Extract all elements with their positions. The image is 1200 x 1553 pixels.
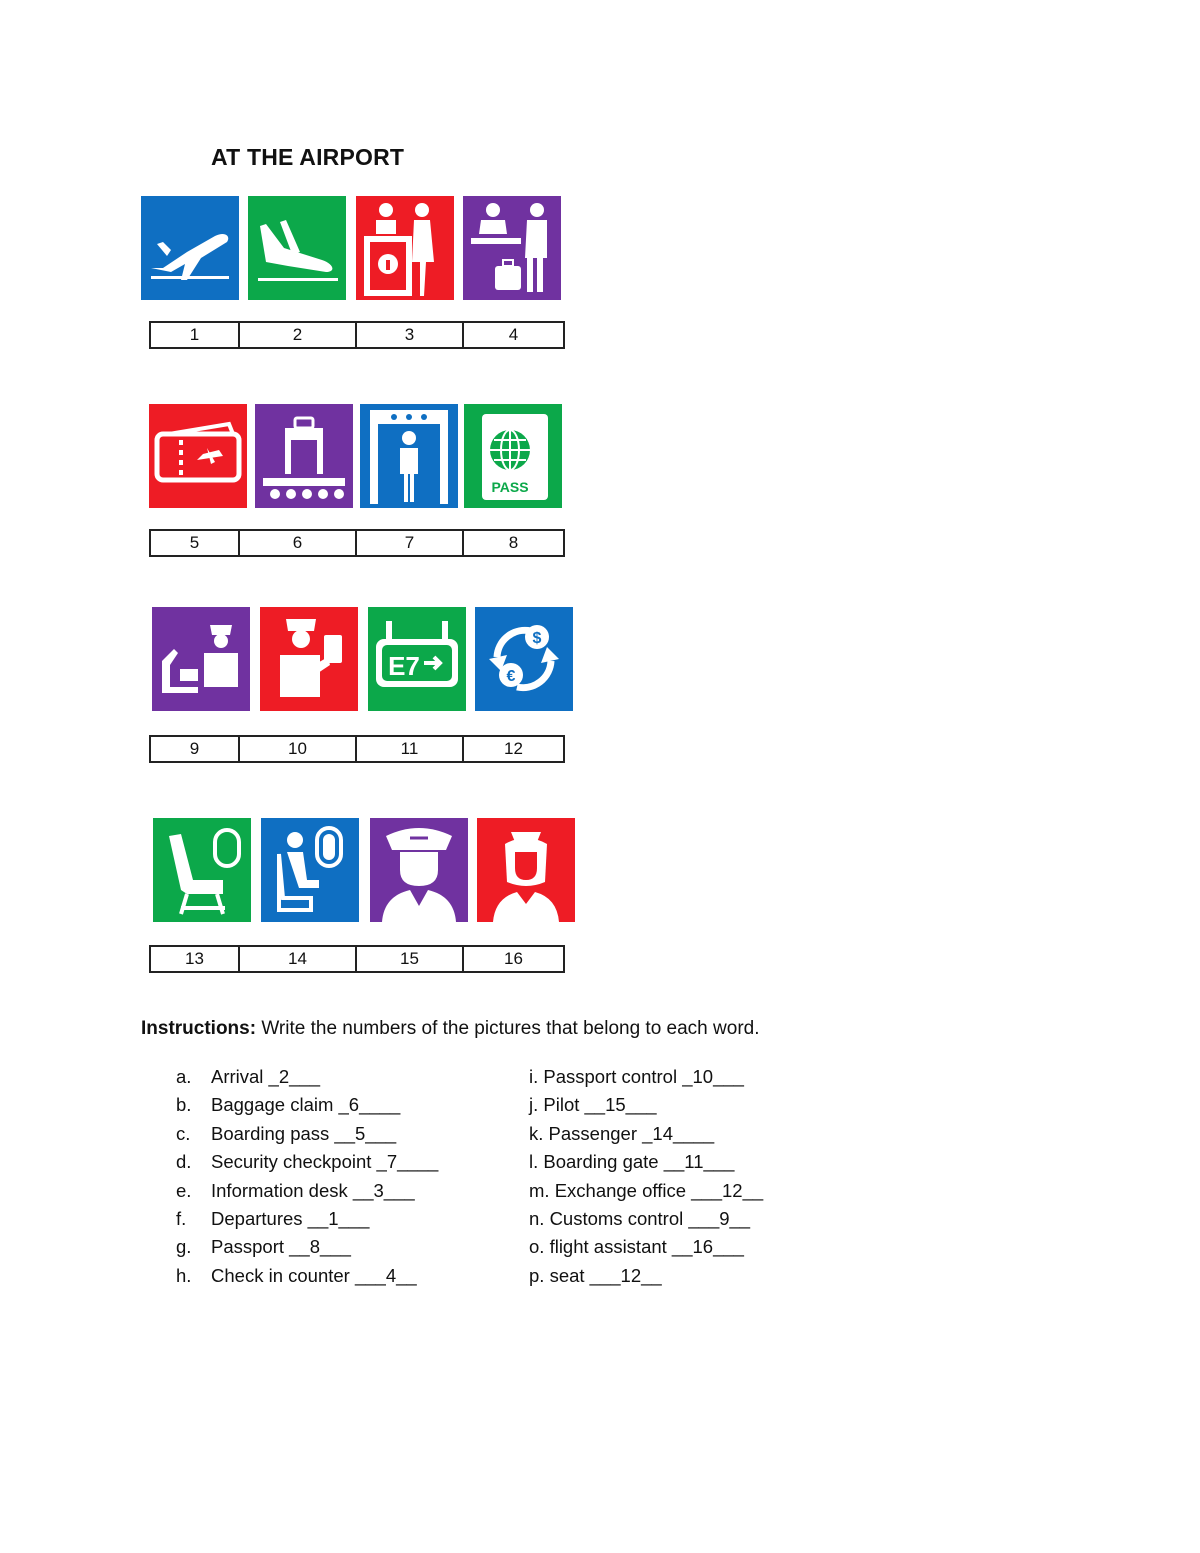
instructions <box>141 1018 760 1040</box>
item-text: Security checkpoint _7____ <box>211 1151 439 1173</box>
number-cell: 13 <box>150 946 239 972</box>
information-desk-icon <box>356 196 454 300</box>
item-letter: b. <box>176 1094 192 1116</box>
departures-icon <box>141 196 239 300</box>
list-item: l. Boarding gate __11___ <box>529 1151 735 1173</box>
seat-icon <box>153 818 251 922</box>
number-row-4 <box>149 945 565 973</box>
security-checkpoint-icon <box>360 404 458 508</box>
item-letter: a. <box>176 1066 192 1087</box>
item-letter: d. <box>176 1151 192 1173</box>
instructions-label: Instructions: <box>141 1018 257 1039</box>
list-item: m. Exchange office ___12__ <box>529 1179 764 1201</box>
number-cell: 7 <box>356 530 463 556</box>
item-letter: c. <box>176 1122 191 1144</box>
list-item: k. Passenger _14____ <box>529 1122 715 1144</box>
pilot-icon <box>370 818 468 922</box>
item-text: Information desk __3___ <box>211 1179 415 1201</box>
list-item: i. Passport control _10___ <box>529 1066 744 1087</box>
item-letter: h. <box>176 1264 192 1286</box>
number-cell: 8 <box>463 530 564 556</box>
passenger-icon <box>261 818 359 922</box>
list-item <box>176 1233 438 1261</box>
item-text: Baggage claim _6____ <box>211 1094 401 1116</box>
item-letter: e. <box>176 1179 192 1201</box>
number-cell: 2 <box>239 322 356 348</box>
list-item <box>176 1205 438 1233</box>
item-text: Check in counter ___4__ <box>211 1264 417 1286</box>
item-text: Arrival _2___ <box>211 1066 321 1087</box>
number-cell: 9 <box>150 736 239 762</box>
number-cell: 14 <box>239 946 356 972</box>
flight-assistant-icon <box>477 818 575 922</box>
number-cell: 11 <box>356 736 463 762</box>
list-item <box>176 1262 438 1290</box>
passport-icon <box>464 404 562 508</box>
passport-control-icon <box>260 607 358 711</box>
dollar-sign-text: $ <box>532 630 542 647</box>
item-letter: g. <box>176 1236 192 1258</box>
instructions-text: Write the numbers of the pictures that belong to each word. <box>256 1018 760 1039</box>
item-text: Departures __1___ <box>211 1207 370 1229</box>
list-item <box>176 1063 438 1091</box>
list-item: o. flight assistant __16___ <box>529 1236 744 1258</box>
item-text: Passport __8___ <box>211 1236 351 1258</box>
number-cell: 3 <box>356 322 463 348</box>
number-cell: 5 <box>150 530 239 556</box>
gate-number-text: E7 <box>388 651 420 681</box>
arrivals-icon <box>248 196 346 300</box>
number-cell: 12 <box>463 736 564 762</box>
answer-list-right <box>529 1063 763 1290</box>
number-cell: 6 <box>239 530 356 556</box>
answer-list-left <box>176 1063 438 1290</box>
boarding-pass-icon <box>149 404 247 508</box>
baggage-claim-icon <box>255 404 353 508</box>
list-item <box>176 1177 438 1205</box>
number-cell: 16 <box>463 946 564 972</box>
passport-icon-text: PASS <box>491 479 529 495</box>
list-item: n. Customs control ___9__ <box>529 1207 751 1229</box>
number-row-2 <box>149 529 565 557</box>
check-in-counter-icon <box>463 196 561 300</box>
item-text: Boarding pass __5___ <box>211 1122 397 1144</box>
exchange-office-icon <box>475 607 573 711</box>
number-cell: 1 <box>150 322 239 348</box>
number-row-3 <box>149 735 565 763</box>
list-item <box>176 1148 438 1176</box>
number-cell: 15 <box>356 946 463 972</box>
number-cell: 4 <box>463 322 564 348</box>
worksheet-title: AT THE AIRPORT <box>211 144 405 170</box>
euro-sign-text: € <box>506 668 516 685</box>
customs-control-icon <box>152 607 250 711</box>
list-item: p. seat ___12__ <box>529 1264 662 1286</box>
boarding-gate-icon <box>368 607 466 711</box>
list-item <box>176 1120 438 1148</box>
list-item <box>176 1091 438 1119</box>
number-cell: 10 <box>239 736 356 762</box>
item-letter: f. <box>176 1207 187 1229</box>
list-item: j. Pilot __15___ <box>529 1094 657 1116</box>
number-row-1 <box>149 321 565 349</box>
